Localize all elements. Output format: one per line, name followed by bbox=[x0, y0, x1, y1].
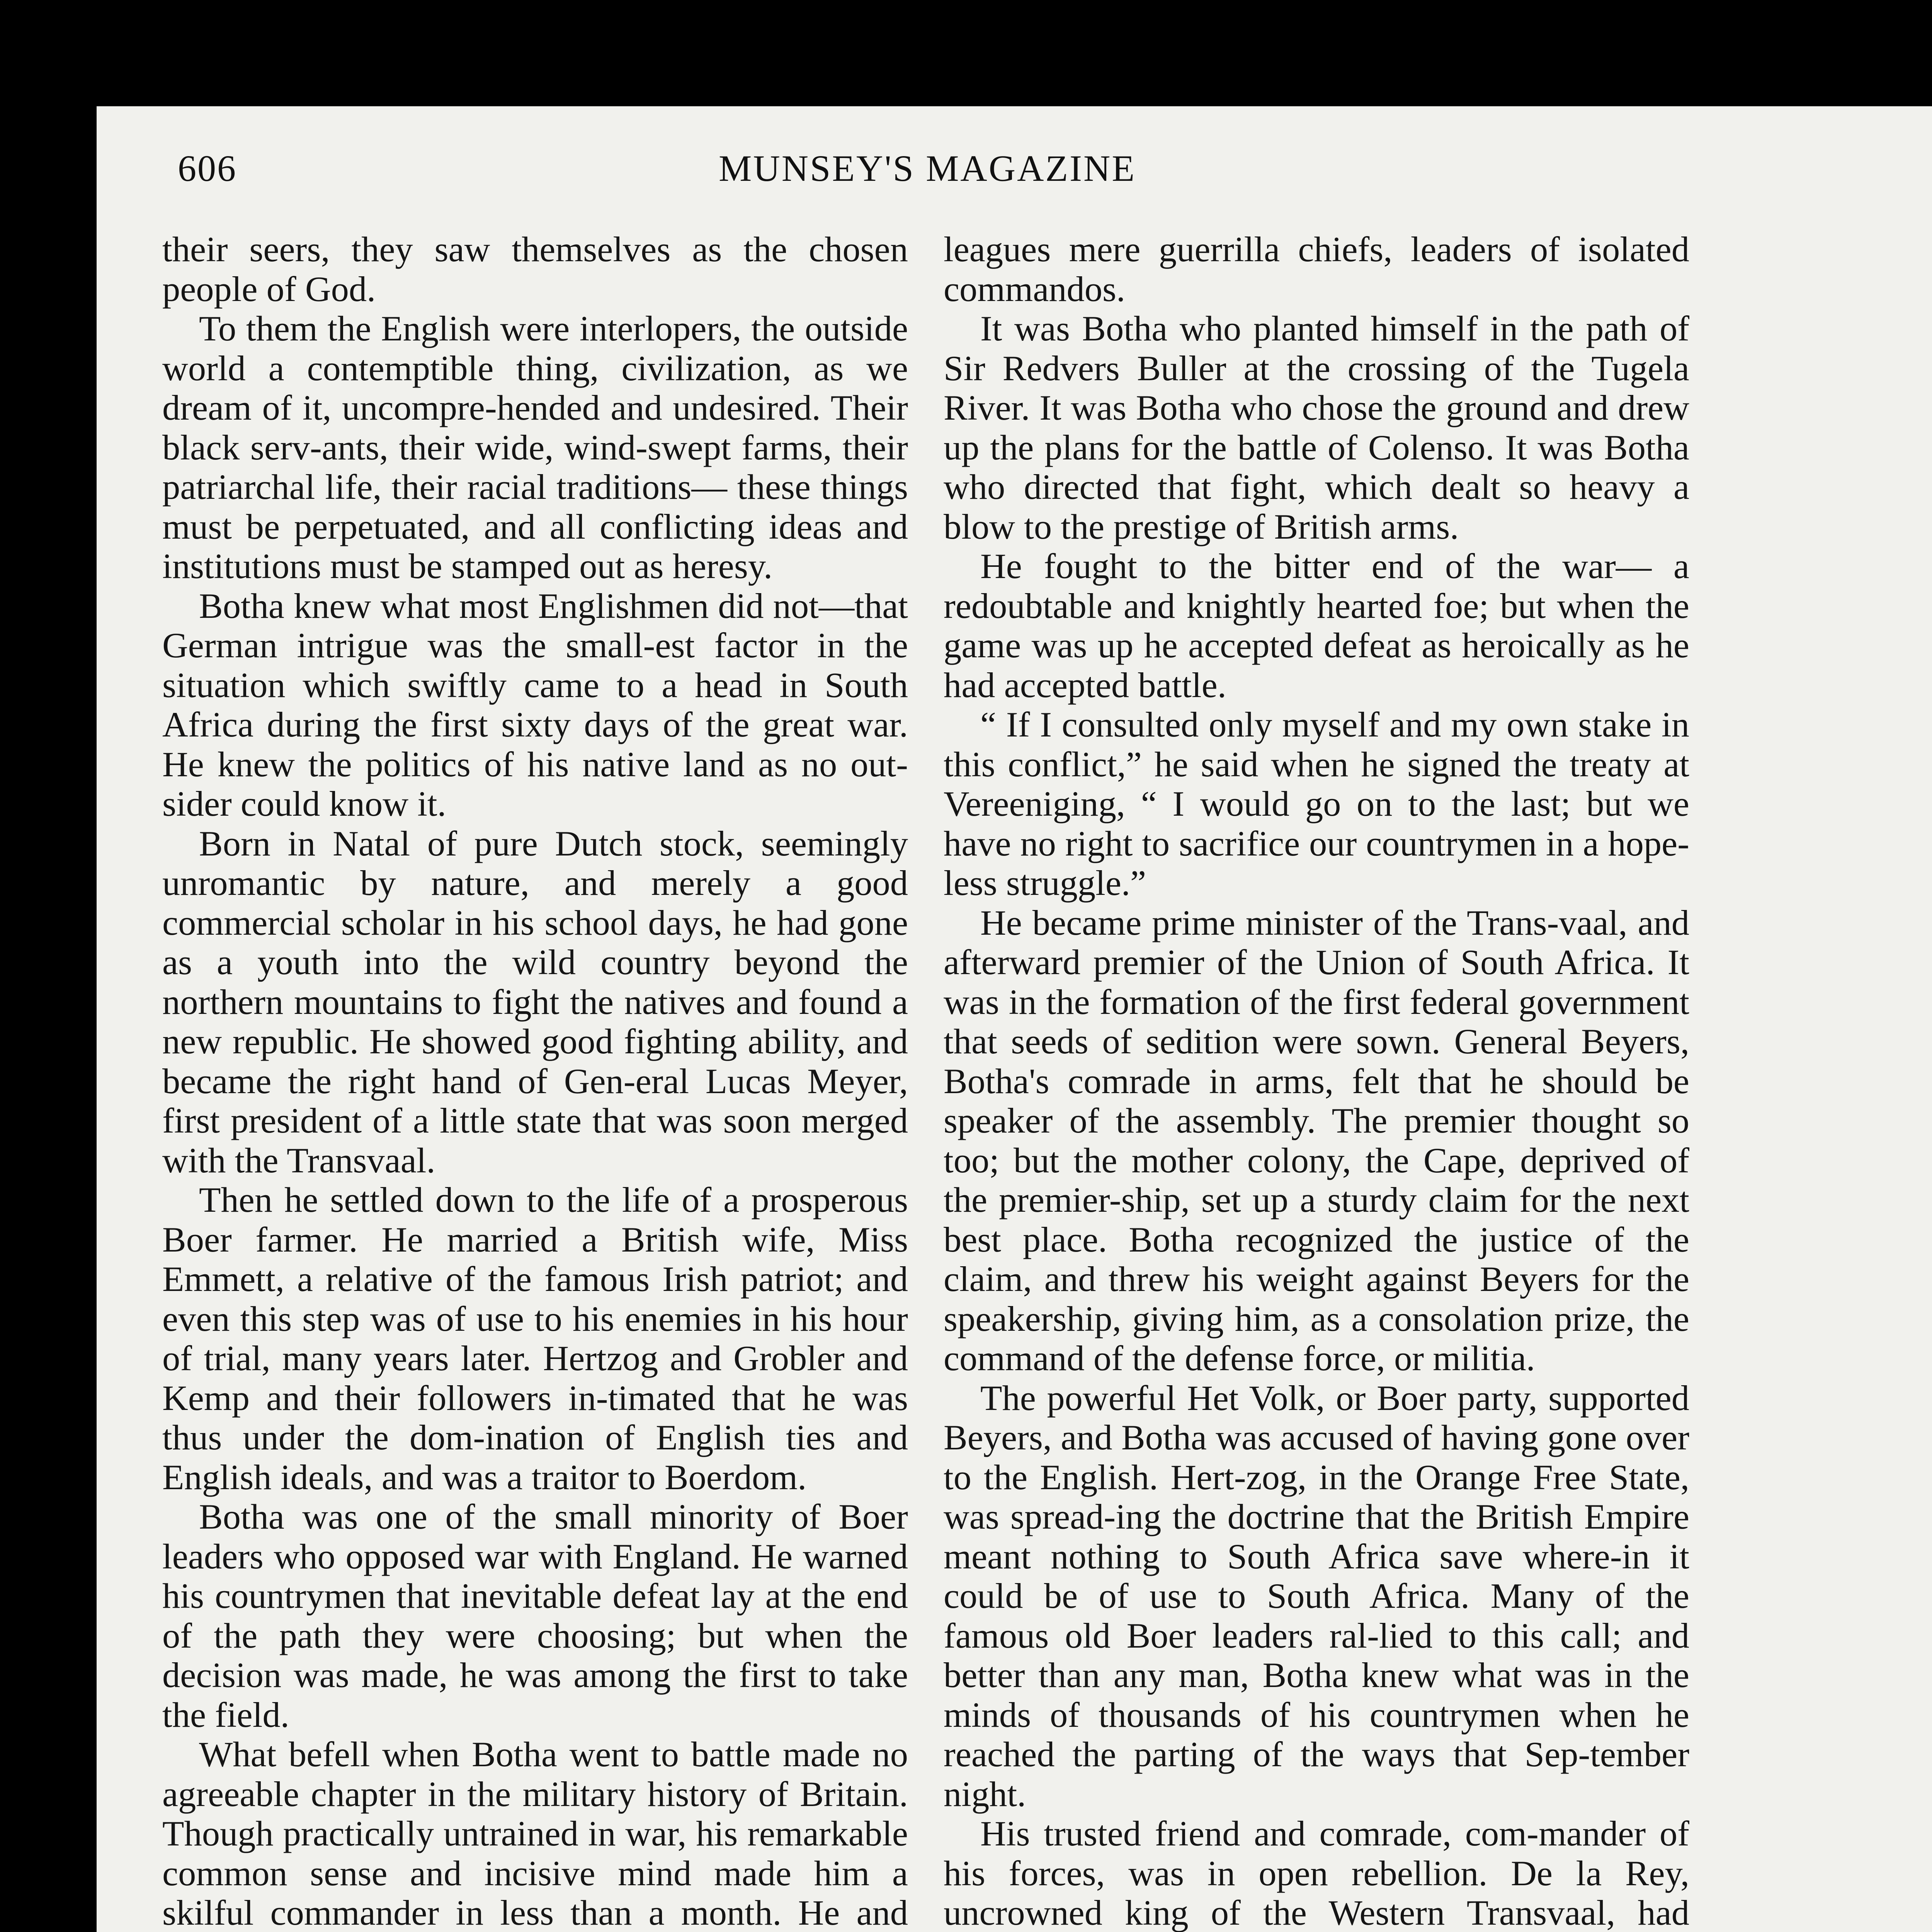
right-column bbox=[944, 230, 1689, 1932]
paragraph: He became prime minister of the Trans-vaal, and afterward premier of the Union of South Africa. It was in the formation of the first federal government that seeds of sedition were sown. General Beyers, Botha's comrade in arms, felt that he should be speaker of the assembly. The premier thought so too; but the mother colony, the Cape, deprived of the premier-ship, set up a sturdy claim for the next best place. Botha recognized the justice of the claim, and threw his weight against Beyers for the speakership, giving him, as a consolation prize, the command of the defense force, or militia. bbox=[944, 903, 1689, 1378]
paragraph: His trusted friend and comrade, com-mander of his forces, was in open rebellion. De la Rey, uncrowned king of the Western Transvaal, had bbox=[944, 1814, 1689, 1932]
paragraph: The powerful Het Volk, or Boer party, supported Beyers, and Botha was accused of having gone over to the English. Hert-zog, in the Orange Free State, was spread-ing the doctrine that the British Empire meant nothing to South Africa save where-in it could be of use to South Africa. Many of the famous old Boer leaders ral-lied to this call; and better than any man, Botha knew what was in the minds of thousands of his countrymen when he reached the parting of the ways that Sep-tember night. bbox=[944, 1378, 1689, 1814]
page-header bbox=[178, 147, 1704, 205]
paragraph: Botha knew what most Englishmen did not—that German intrigue was the small-est factor in the situation which swiftly came to a head in South Africa during the first sixty days of the great war. He knew the politics of his native land as no out-sider could know it. bbox=[162, 586, 908, 824]
running-title: MUNSEY'S MAGAZINE bbox=[719, 148, 1136, 189]
left-column bbox=[162, 230, 908, 1932]
paragraph: Botha was one of the small minority of Boer leaders who opposed war with England. He warned his countrymen that inevitable defeat lay at the end of the path they were choosing; but when the decision was made, he was among the first to take the field. bbox=[162, 1497, 908, 1735]
page-number: 606 bbox=[178, 148, 237, 189]
paragraph: Born in Natal of pure Dutch stock, seemingly unromantic by nature, and merely a good commercial scholar in his school days, he had gone as a youth into the wild country beyond the northern mountains to fight the natives and found a new republic. He showed good fighting ability, and became the right hand of Gen-eral Lucas Meyer, first president of a little state that was soon merged with the Transvaal. bbox=[162, 824, 908, 1180]
paragraph: He fought to the bitter end of the war— a redoubtable and knightly hearted foe; but when the game was up he accepted defeat as heroically as he had accepted battle. bbox=[944, 547, 1689, 705]
paragraph: “ If I consulted only myself and my own stake in this conflict,” he said when he signed the treaty at Vereeniging, “ I would go on to the last; but we have no right to sacrifice our countrymen in a hope-less struggle.” bbox=[944, 705, 1689, 903]
paragraph: It was Botha who planted himself in the path of Sir Redvers Buller at the crossing of the Tugela River. It was Botha who chose the ground and drew up the plans for the battle of Colenso. It was Botha who directed that fight, which dealt so heavy a blow to the prestige of British arms. bbox=[944, 309, 1689, 547]
paragraph: Then he settled down to the life of a prosperous Boer farmer. He married a British wife, Miss Emmett, a relative of the famous Irish patriot; and even this step was of use to his enemies in his hour of trial, many years later. Hertzog and Grobler and Kemp and their followers in-timated that he was thus under the dom-ination of English ties and English ideals, and was a traitor to Boerdom. bbox=[162, 1180, 908, 1497]
paragraph: To them the English were interlopers, the outside world a contemptible thing, civilization, as we dream of it, uncompre-hended and undesired. Their black serv-ants, their wide, wind-swept farms, their patriarchal life, their racial traditions— these things must be perpetuated, and all conflicting ideas and institutions must be stamped out as heresy. bbox=[162, 309, 908, 586]
paragraph: What befell when Botha went to battle made no agreeable chapter in the military history of Britain. Though practically untrained in war, his remarkable common sense and incisive mind made him a skilful commander in less than a month. He and bbox=[162, 1735, 908, 1932]
paragraph: their seers, they saw themselves as the chosen people of God. bbox=[162, 230, 908, 309]
paragraph: leagues mere guerrilla chiefs, leaders of isolated commandos. bbox=[944, 230, 1689, 309]
